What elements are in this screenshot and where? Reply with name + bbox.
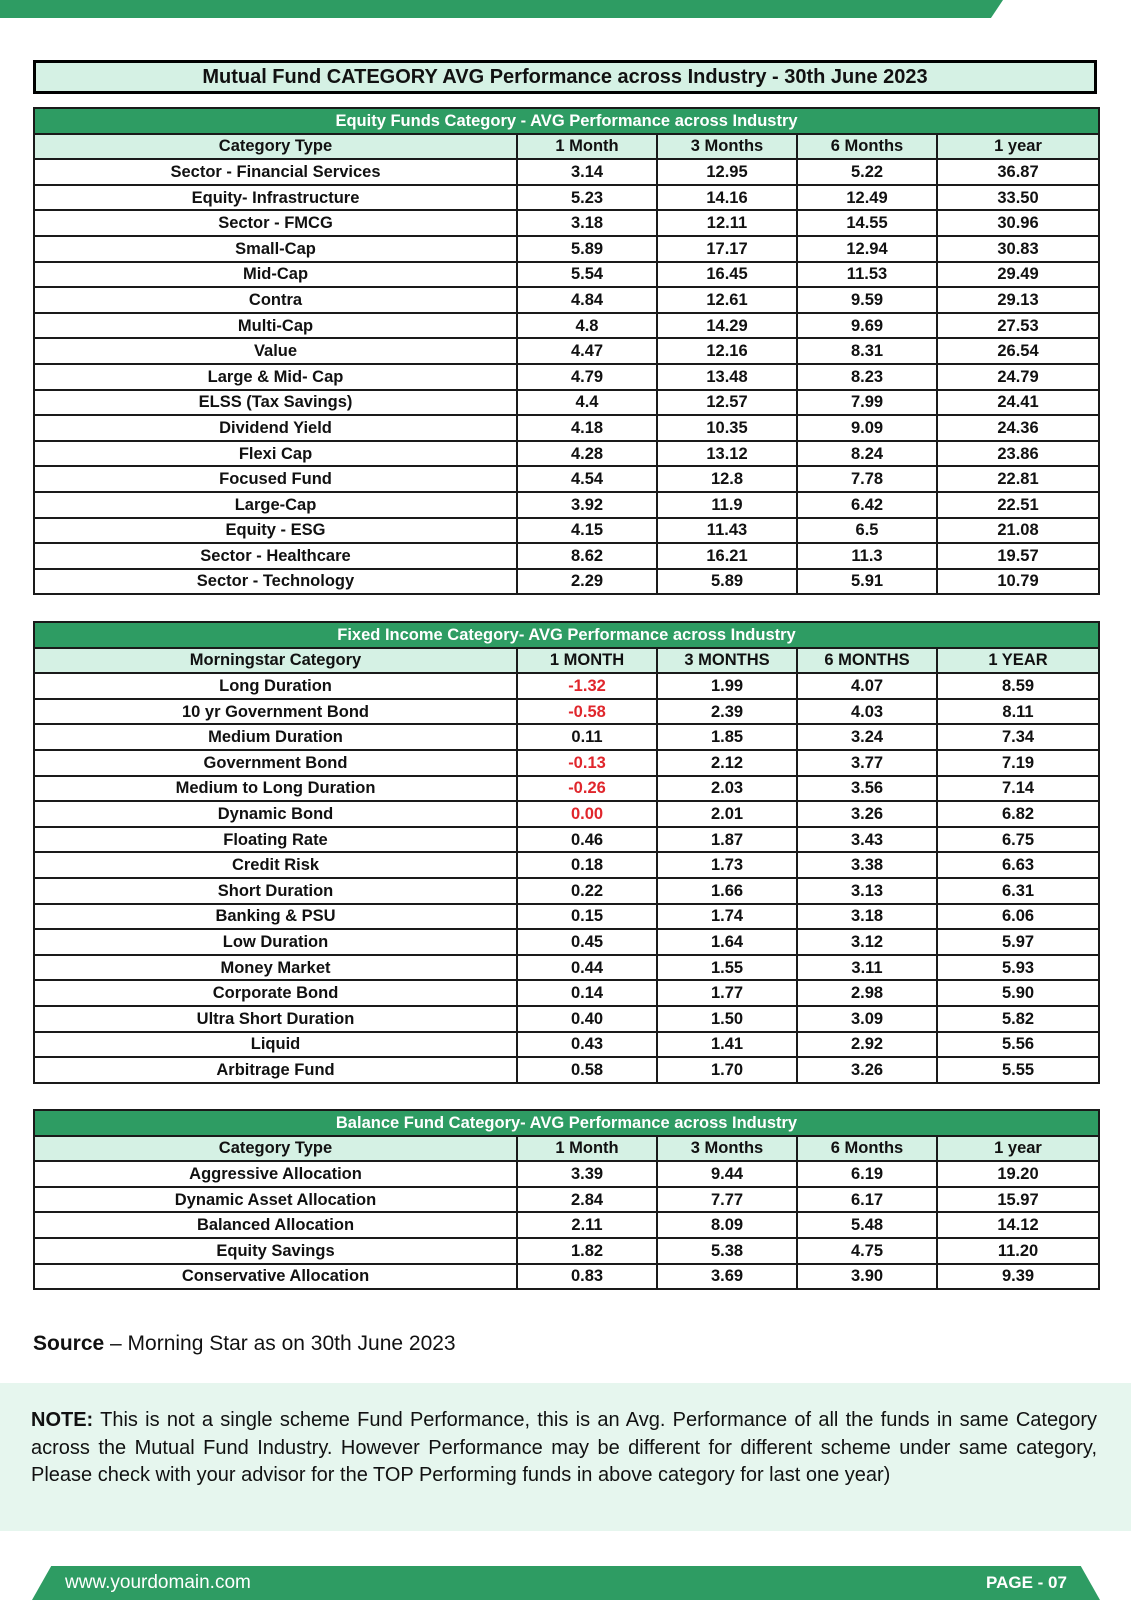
value-cell: 6.75	[937, 827, 1099, 853]
table-row	[34, 1212, 1099, 1238]
table-row	[34, 1238, 1099, 1264]
category-cell: Equity- Infrastructure	[34, 185, 517, 211]
table-row	[34, 543, 1099, 569]
value-cell: 1.70	[657, 1057, 797, 1083]
value-cell: -0.13	[517, 750, 657, 776]
table-row	[34, 364, 1099, 390]
value-cell: 11.20	[937, 1238, 1099, 1264]
equity-column-headers	[34, 134, 1099, 160]
value-cell: 2.98	[797, 980, 937, 1006]
table-row	[34, 390, 1099, 416]
balance-funds-table	[33, 1109, 1100, 1290]
value-cell: 3.18	[797, 904, 937, 930]
value-cell: 30.96	[937, 210, 1099, 236]
table-row	[34, 1264, 1099, 1290]
category-cell: Large-Cap	[34, 492, 517, 518]
source-line	[33, 1332, 456, 1356]
value-cell: 15.97	[937, 1187, 1099, 1213]
value-cell: 11.9	[657, 492, 797, 518]
value-cell: 1.73	[657, 852, 797, 878]
value-cell: 1.50	[657, 1006, 797, 1032]
column-header: 1 year	[937, 1136, 1099, 1162]
table-row	[34, 466, 1099, 492]
column-header: Category Type	[34, 1136, 517, 1162]
value-cell: 12.8	[657, 466, 797, 492]
value-cell: 8.31	[797, 338, 937, 364]
value-cell: 2.12	[657, 750, 797, 776]
category-cell: Flexi Cap	[34, 441, 517, 467]
value-cell: 5.93	[937, 955, 1099, 981]
value-cell: 7.34	[937, 724, 1099, 750]
value-cell: 2.29	[517, 569, 657, 595]
category-cell: Dynamic Bond	[34, 801, 517, 827]
value-cell: 3.43	[797, 827, 937, 853]
category-cell: Medium to Long Duration	[34, 776, 517, 802]
category-cell: 10 yr Government Bond	[34, 699, 517, 725]
value-cell: 16.45	[657, 262, 797, 288]
value-cell: 6.17	[797, 1187, 937, 1213]
table-row	[34, 236, 1099, 262]
category-cell: Value	[34, 338, 517, 364]
table-row	[34, 159, 1099, 185]
value-cell: 2.84	[517, 1187, 657, 1213]
value-cell: 0.22	[517, 878, 657, 904]
column-header: 3 Months	[657, 134, 797, 160]
value-cell: 29.13	[937, 287, 1099, 313]
value-cell: 11.3	[797, 543, 937, 569]
value-cell: 4.07	[797, 673, 937, 699]
category-cell: Long Duration	[34, 673, 517, 699]
value-cell: 0.44	[517, 955, 657, 981]
note-label: NOTE:	[31, 1409, 94, 1431]
value-cell: 0.40	[517, 1006, 657, 1032]
value-cell: 5.90	[937, 980, 1099, 1006]
value-cell: 6.63	[937, 852, 1099, 878]
value-cell: 8.24	[797, 441, 937, 467]
value-cell: 27.53	[937, 313, 1099, 339]
value-cell: 1.64	[657, 929, 797, 955]
column-header: 3 MONTHS	[657, 648, 797, 674]
value-cell: 26.54	[937, 338, 1099, 364]
value-cell: 0.15	[517, 904, 657, 930]
value-cell: 3.38	[797, 852, 937, 878]
category-cell: Corporate Bond	[34, 980, 517, 1006]
table-row	[34, 904, 1099, 930]
value-cell: 7.78	[797, 466, 937, 492]
table-row	[34, 287, 1099, 313]
category-cell: Small-Cap	[34, 236, 517, 262]
fixed-income-column-headers	[34, 648, 1099, 674]
table-row	[34, 210, 1099, 236]
value-cell: 2.11	[517, 1212, 657, 1238]
note-text-block	[31, 1407, 1097, 1490]
balance-column-headers	[34, 1136, 1099, 1162]
value-cell: 3.11	[797, 955, 937, 981]
category-cell: Dynamic Asset Allocation	[34, 1187, 517, 1213]
source-label: Source	[33, 1332, 105, 1355]
table-row	[34, 185, 1099, 211]
value-cell: 11.53	[797, 262, 937, 288]
value-cell: 6.06	[937, 904, 1099, 930]
table-row	[34, 852, 1099, 878]
table-row	[34, 955, 1099, 981]
value-cell: 16.21	[657, 543, 797, 569]
page-title: Mutual Fund CATEGORY AVG Performance across Industry - 30th June 2023	[33, 60, 1097, 94]
column-header: Morningstar Category	[34, 648, 517, 674]
value-cell: 14.55	[797, 210, 937, 236]
footer-url-link[interactable]: www.yourdomain.com	[65, 1572, 251, 1593]
value-cell: 23.86	[937, 441, 1099, 467]
category-cell: Credit Risk	[34, 852, 517, 878]
value-cell: 24.41	[937, 390, 1099, 416]
value-cell: 0.00	[517, 801, 657, 827]
value-cell: 4.47	[517, 338, 657, 364]
value-cell: 1.87	[657, 827, 797, 853]
value-cell: 12.11	[657, 210, 797, 236]
category-cell: Medium Duration	[34, 724, 517, 750]
value-cell: 13.48	[657, 364, 797, 390]
balance-table-title: Balance Fund Category- AVG Performance across Industry	[34, 1110, 1099, 1136]
value-cell: -1.32	[517, 673, 657, 699]
value-cell: 4.4	[517, 390, 657, 416]
value-cell: 5.89	[517, 236, 657, 262]
value-cell: 3.92	[517, 492, 657, 518]
value-cell: 3.69	[657, 1264, 797, 1290]
table-row	[34, 776, 1099, 802]
value-cell: 9.09	[797, 415, 937, 441]
value-cell: 30.83	[937, 236, 1099, 262]
table-row	[34, 827, 1099, 853]
value-cell: 36.87	[937, 159, 1099, 185]
column-header: 6 Months	[797, 134, 937, 160]
value-cell: 5.23	[517, 185, 657, 211]
column-header: 3 Months	[657, 1136, 797, 1162]
value-cell: 8.11	[937, 699, 1099, 725]
value-cell: 9.39	[937, 1264, 1099, 1290]
table-row	[34, 750, 1099, 776]
value-cell: 1.41	[657, 1032, 797, 1058]
value-cell: 6.19	[797, 1161, 937, 1187]
value-cell: 4.18	[517, 415, 657, 441]
category-cell: Focused Fund	[34, 466, 517, 492]
value-cell: -0.26	[517, 776, 657, 802]
value-cell: 12.16	[657, 338, 797, 364]
value-cell: 24.36	[937, 415, 1099, 441]
table-row	[34, 929, 1099, 955]
value-cell: 3.09	[797, 1006, 937, 1032]
value-cell: 8.09	[657, 1212, 797, 1238]
category-cell: Government Bond	[34, 750, 517, 776]
value-cell: 3.39	[517, 1161, 657, 1187]
value-cell: 14.16	[657, 185, 797, 211]
value-cell: 5.56	[937, 1032, 1099, 1058]
value-cell: 3.18	[517, 210, 657, 236]
table-row	[34, 1161, 1099, 1187]
value-cell: 4.54	[517, 466, 657, 492]
value-cell: 21.08	[937, 518, 1099, 544]
value-cell: 0.45	[517, 929, 657, 955]
value-cell: 0.46	[517, 827, 657, 853]
table-row	[34, 262, 1099, 288]
value-cell: 3.24	[797, 724, 937, 750]
table-row	[34, 441, 1099, 467]
balance-table-body	[34, 1161, 1099, 1289]
value-cell: 7.19	[937, 750, 1099, 776]
category-cell: Equity Savings	[34, 1238, 517, 1264]
value-cell: 4.79	[517, 364, 657, 390]
value-cell: 1.66	[657, 878, 797, 904]
category-cell: Sector - Financial Services	[34, 159, 517, 185]
value-cell: 5.48	[797, 1212, 937, 1238]
category-cell: Dividend Yield	[34, 415, 517, 441]
value-cell: 0.83	[517, 1264, 657, 1290]
value-cell: 0.14	[517, 980, 657, 1006]
value-cell: 12.94	[797, 236, 937, 262]
value-cell: -0.58	[517, 699, 657, 725]
value-cell: 9.59	[797, 287, 937, 313]
value-cell: 4.15	[517, 518, 657, 544]
table-row	[34, 313, 1099, 339]
category-cell: Mid-Cap	[34, 262, 517, 288]
value-cell: 4.28	[517, 441, 657, 467]
value-cell: 4.8	[517, 313, 657, 339]
value-cell: 9.69	[797, 313, 937, 339]
value-cell: 24.79	[937, 364, 1099, 390]
category-cell: Banking & PSU	[34, 904, 517, 930]
value-cell: 0.43	[517, 1032, 657, 1058]
value-cell: 29.49	[937, 262, 1099, 288]
value-cell: 1.55	[657, 955, 797, 981]
category-cell: ELSS (Tax Savings)	[34, 390, 517, 416]
value-cell: 5.55	[937, 1057, 1099, 1083]
table-row	[34, 338, 1099, 364]
value-cell: 5.89	[657, 569, 797, 595]
fixed-income-table	[33, 621, 1100, 1084]
table-row	[34, 1057, 1099, 1083]
category-cell: Contra	[34, 287, 517, 313]
value-cell: 5.22	[797, 159, 937, 185]
value-cell: 7.14	[937, 776, 1099, 802]
table-row	[34, 801, 1099, 827]
value-cell: 9.44	[657, 1161, 797, 1187]
equity-table-body	[34, 159, 1099, 594]
category-cell: Sector - Healthcare	[34, 543, 517, 569]
category-cell: Ultra Short Duration	[34, 1006, 517, 1032]
table-row	[34, 878, 1099, 904]
table-row	[34, 1032, 1099, 1058]
top-accent-bar	[0, 0, 1003, 18]
equity-funds-table	[33, 107, 1100, 595]
column-header: 1 Month	[517, 134, 657, 160]
category-cell: Arbitrage Fund	[34, 1057, 517, 1083]
value-cell: 6.31	[937, 878, 1099, 904]
value-cell: 10.79	[937, 569, 1099, 595]
value-cell: 12.95	[657, 159, 797, 185]
category-cell: Large & Mid- Cap	[34, 364, 517, 390]
value-cell: 12.57	[657, 390, 797, 416]
category-cell: Low Duration	[34, 929, 517, 955]
table-row	[34, 1187, 1099, 1213]
category-cell: Multi-Cap	[34, 313, 517, 339]
table-row	[34, 1006, 1099, 1032]
value-cell: 6.82	[937, 801, 1099, 827]
value-cell: 2.03	[657, 776, 797, 802]
value-cell: 7.99	[797, 390, 937, 416]
value-cell: 5.97	[937, 929, 1099, 955]
note-body: This is not a single scheme Fund Performance, this is an Avg. Performance of all the funds in same Category across the Mutual Fund Industry. However Performance may be different for different scheme under same category, Please check with your advisor for the TOP Performing funds in above category for last one year)	[31, 1409, 1097, 1486]
column-header: 1 Month	[517, 1136, 657, 1162]
value-cell: 2.39	[657, 699, 797, 725]
table-row	[34, 569, 1099, 595]
value-cell: 1.77	[657, 980, 797, 1006]
value-cell: 3.13	[797, 878, 937, 904]
value-cell: 1.74	[657, 904, 797, 930]
value-cell: 3.56	[797, 776, 937, 802]
value-cell: 14.29	[657, 313, 797, 339]
column-header: 6 MONTHS	[797, 648, 937, 674]
value-cell: 0.18	[517, 852, 657, 878]
column-header: 1 year	[937, 134, 1099, 160]
value-cell: 5.82	[937, 1006, 1099, 1032]
table-row	[34, 415, 1099, 441]
source-text: – Morning Star as on 30th June 2023	[104, 1332, 456, 1355]
column-header: Category Type	[34, 134, 517, 160]
table-row	[34, 980, 1099, 1006]
category-cell: Conservative Allocation	[34, 1264, 517, 1290]
value-cell: 7.77	[657, 1187, 797, 1213]
category-cell: Sector - FMCG	[34, 210, 517, 236]
category-cell: Money Market	[34, 955, 517, 981]
category-cell: Liquid	[34, 1032, 517, 1058]
value-cell: 1.82	[517, 1238, 657, 1264]
value-cell: 5.54	[517, 262, 657, 288]
value-cell: 2.92	[797, 1032, 937, 1058]
category-cell: Aggressive Allocation	[34, 1161, 517, 1187]
value-cell: 19.57	[937, 543, 1099, 569]
value-cell: 3.90	[797, 1264, 937, 1290]
table-row	[34, 673, 1099, 699]
fixed-income-table-body	[34, 673, 1099, 1083]
value-cell: 5.38	[657, 1238, 797, 1264]
value-cell: 8.62	[517, 543, 657, 569]
value-cell: 19.20	[937, 1161, 1099, 1187]
value-cell: 0.58	[517, 1057, 657, 1083]
table-row	[34, 699, 1099, 725]
value-cell: 6.5	[797, 518, 937, 544]
value-cell: 10.35	[657, 415, 797, 441]
table-row	[34, 518, 1099, 544]
value-cell: 4.03	[797, 699, 937, 725]
value-cell: 22.51	[937, 492, 1099, 518]
value-cell: 6.42	[797, 492, 937, 518]
fixed-income-table-title: Fixed Income Category- AVG Performance across Industry	[34, 622, 1099, 648]
value-cell: 33.50	[937, 185, 1099, 211]
value-cell: 0.11	[517, 724, 657, 750]
value-cell: 8.59	[937, 673, 1099, 699]
value-cell: 1.99	[657, 673, 797, 699]
value-cell: 17.17	[657, 236, 797, 262]
value-cell: 4.75	[797, 1238, 937, 1264]
value-cell: 22.81	[937, 466, 1099, 492]
category-cell: Equity - ESG	[34, 518, 517, 544]
table-row	[34, 492, 1099, 518]
category-cell: Sector - Technology	[34, 569, 517, 595]
value-cell: 11.43	[657, 518, 797, 544]
value-cell: 5.91	[797, 569, 937, 595]
table-row	[34, 724, 1099, 750]
value-cell: 3.77	[797, 750, 937, 776]
value-cell: 3.14	[517, 159, 657, 185]
page-number: PAGE - 07	[986, 1573, 1067, 1592]
value-cell: 3.26	[797, 1057, 937, 1083]
value-cell: 2.01	[657, 801, 797, 827]
value-cell: 14.12	[937, 1212, 1099, 1238]
equity-table-title: Equity Funds Category - AVG Performance across Industry	[34, 108, 1099, 134]
value-cell: 12.61	[657, 287, 797, 313]
category-cell: Floating Rate	[34, 827, 517, 853]
column-header: 1 YEAR	[937, 648, 1099, 674]
category-cell: Balanced Allocation	[34, 1212, 517, 1238]
value-cell: 12.49	[797, 185, 937, 211]
value-cell: 3.12	[797, 929, 937, 955]
value-cell: 8.23	[797, 364, 937, 390]
value-cell: 3.26	[797, 801, 937, 827]
category-cell: Short Duration	[34, 878, 517, 904]
value-cell: 13.12	[657, 441, 797, 467]
value-cell: 4.84	[517, 287, 657, 313]
value-cell: 1.85	[657, 724, 797, 750]
column-header: 6 Months	[797, 1136, 937, 1162]
column-header: 1 MONTH	[517, 648, 657, 674]
